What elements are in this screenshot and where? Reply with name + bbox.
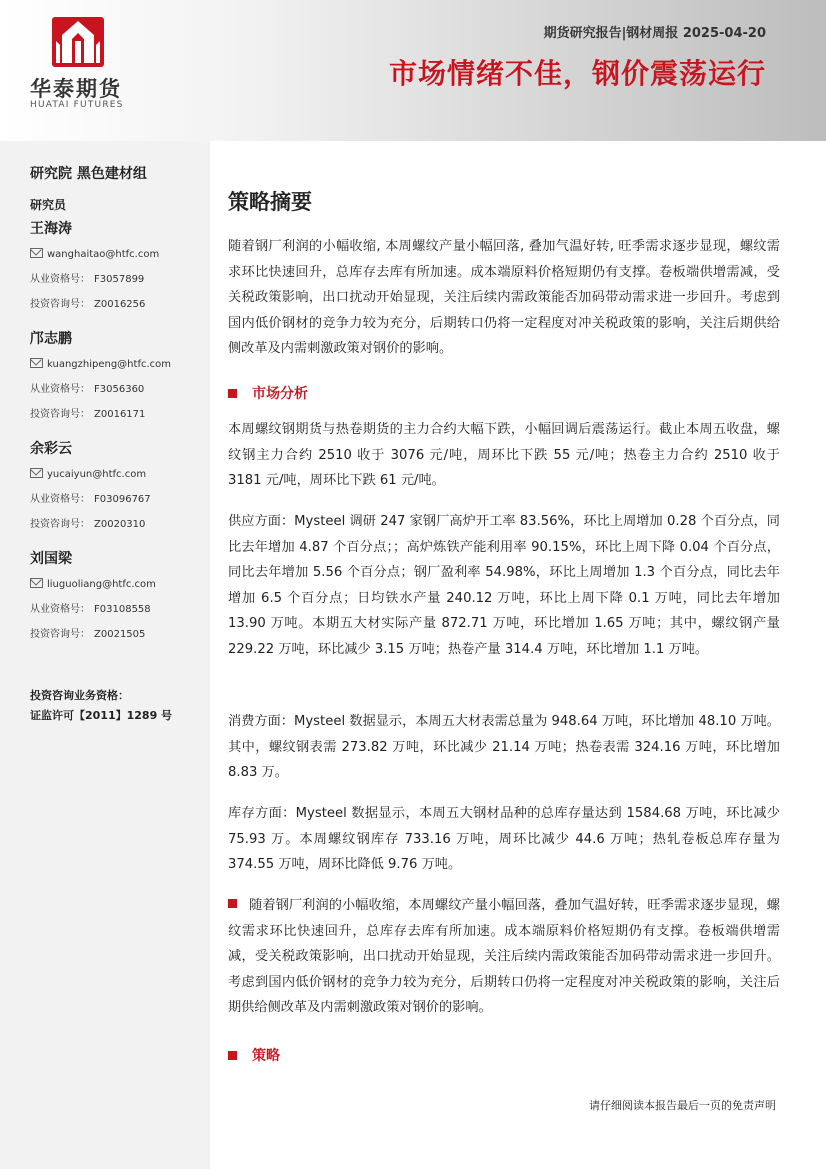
analyst-card xyxy=(30,328,205,431)
cert-number: F3057899 xyxy=(94,274,145,285)
cert-label: 从业资格号： xyxy=(30,604,90,615)
analyst-name: 余彩云 xyxy=(30,441,72,457)
cert-number: F3056360 xyxy=(94,384,145,395)
brand-name-cn: 华泰期货 xyxy=(30,77,122,101)
mail-icon xyxy=(30,248,43,258)
report-type-date: 期货研究报告|钢材周报 2025-04-20 xyxy=(543,26,766,41)
cert-label: 从业资格号： xyxy=(30,274,90,285)
researcher-label: 研究员 xyxy=(30,198,67,212)
cert-number: F03108558 xyxy=(94,604,151,615)
analyst-cert-row xyxy=(30,601,205,626)
huatai-logo-icon xyxy=(52,17,104,67)
bullet-square-icon xyxy=(228,1051,237,1060)
analyst-email-row xyxy=(30,246,205,271)
mail-icon xyxy=(30,578,43,588)
qualification-label: 投资咨询业务资格： xyxy=(30,689,129,702)
analyst-card xyxy=(30,218,205,321)
advisor-label: 投资咨询号： xyxy=(30,629,90,640)
analyst-cert-row xyxy=(30,491,205,516)
analyst-cert-row xyxy=(30,271,205,296)
analyst-email-row xyxy=(30,576,205,601)
market-analysis-heading xyxy=(228,383,308,403)
strategy-summary-title: 策略摘要 xyxy=(228,190,312,214)
analyst-advisor-row xyxy=(30,296,205,321)
analyst-name: 刘国梁 xyxy=(30,551,72,567)
report-header xyxy=(0,0,826,141)
strategy-heading xyxy=(228,1045,280,1065)
advisor-label: 投资咨询号： xyxy=(30,409,90,420)
brand-name-en: HUATAI FUTURES xyxy=(30,100,124,110)
disclaimer-note: 请仔细阅读本报告最后一页的免责声明 xyxy=(589,1099,776,1112)
advisor-number: Z0020310 xyxy=(94,519,146,530)
market-paragraph: 本周螺纹钢期货与热卷期货的主力合约大幅下跌，小幅回调后震荡运行。截止本周五收盘，螺纹钢主力合约 2510 收于 3076 元/吨，周环比下跌 55 元/吨；热卷主力合约 2510 收于 3181 元/吨，周环比下跌 61 元/吨。 xyxy=(228,422,780,488)
cert-number: F03096767 xyxy=(94,494,151,505)
advisor-number: Z0016256 xyxy=(94,299,146,310)
advisor-number: Z0016171 xyxy=(94,409,146,420)
outlook-paragraph xyxy=(228,893,780,1021)
analyst-advisor-row xyxy=(30,626,205,651)
report-title: 市场情绪不佳，钢价震荡运行 xyxy=(388,57,766,90)
consumption-paragraph: 消费方面：Mysteel 数据显示，本周五大材表需总量为 948.64 万吨，环比增加 48.10 万吨。其中，螺纹钢表需 273.82 万吨，环比减少 21.14 万吨；热卷表需 324.16 万吨，环比增加 8.83 万。 xyxy=(228,714,780,780)
analyst-name: 邝志鹏 xyxy=(30,331,72,347)
analyst-cert-row xyxy=(30,381,205,406)
advisor-label: 投资咨询号： xyxy=(30,519,90,530)
analyst-name: 王海涛 xyxy=(30,221,72,237)
cert-label: 从业资格号： xyxy=(30,384,90,395)
analyst-advisor-row xyxy=(30,406,205,431)
analyst-email[interactable]: liuguoliang@htfc.com xyxy=(47,579,156,590)
research-dept: 研究院 黑色建材组 xyxy=(30,166,147,182)
qualification-block xyxy=(30,686,172,726)
analyst-card xyxy=(30,548,205,651)
supply-paragraph: 供应方面：Mysteel 调研 247 家钢厂高炉开工率 83.56%，环比上周增加 0.28 个百分点，同比去年增加 4.87 个百分点；；高炉炼铁产能利用率 90.15%，环比上周下降 0.04 个百分点，同比去年增加 5.56 个百分点；钢厂盈利率 54.98%，环比上周增加 1.3 个百分点，同比去年增加 6.5 个百分点；日均铁水产量 240.12 万吨，环比上周下降 0.1 万吨，同比去年增加 13.90 万吨。本期五大材实际产量 872.71 万吨，环比增加 1.65 万吨；其中，螺纹钢产量 229.22 万吨，环比减少 3.15 万吨；热卷产量 314.4 万吨，环比增加 1.1 万吨。 xyxy=(228,514,780,657)
analyst-card xyxy=(30,438,205,541)
cert-label: 从业资格号： xyxy=(30,494,90,505)
mail-icon xyxy=(30,358,43,368)
advisor-label: 投资咨询号： xyxy=(30,299,90,310)
market-analysis-label: 市场分析 xyxy=(252,386,308,402)
bullet-square-icon xyxy=(228,389,237,398)
analyst-email[interactable]: yucaiyun@htfc.com xyxy=(47,469,147,480)
analyst-email-row xyxy=(30,466,205,491)
analyst-email-row xyxy=(30,356,205,381)
inventory-paragraph: 库存方面：Mysteel 数据显示，本周五大钢材品种的总库存量达到 1584.68 万吨，环比减少 75.93 万。本周螺纹钢库存 733.16 万吨，周环比减少 44.6 万吨；热轧卷板总库存量为 374.55 万吨，周环比降低 9.76 万吨。 xyxy=(228,806,780,872)
advisor-number: Z0021505 xyxy=(94,629,146,640)
sidebar xyxy=(0,141,210,1169)
analyst-advisor-row xyxy=(30,516,205,541)
outlook-text: 随着钢厂利润的小幅收缩，本周螺纹产量小幅回落，叠加气温好转，旺季需求逐步显现，螺纹需求环比快速回升，总库存去库有所加速。成本端原料价格短期仍有支撑。卷板端供增需减，受关税政策影响，出口扰动开始显现，关注后续内需政策能否加码带动需求进一步回升。考虑到国内低价钢材的竞争力较为充分，后期转口仍将一定程度对冲关税政策的影响，关注后期供给侧改革及内需刺激政策对钢价的影响。 xyxy=(228,898,780,1015)
qualification-license: 证监许可【2011】1289 号 xyxy=(30,709,173,722)
bullet-square-icon xyxy=(228,899,237,908)
analyst-email[interactable]: kuangzhipeng@htfc.com xyxy=(47,359,171,370)
analyst-email[interactable]: wanghaitao@htfc.com xyxy=(47,249,160,260)
strategy-label: 策略 xyxy=(252,1048,280,1064)
mail-icon xyxy=(30,468,43,478)
summary-paragraph: 随着钢厂利润的小幅收缩, 本周螺纹产量小幅回落, 叠加气温好转, 旺季需求逐步显现，螺纹需求环比快速回升，总库存去库有所加速。成本端原料价格短期仍有支撑。卷板端供增需减，受关税政策影响，出口扰动开始显现，关注后续内需政策能否加码带动需求进一步回升。考虑到国内低价钢材的竞争力较为充分，后期转口仍将一定程度对冲关税政策的影响，关注后期供给侧改革及内需刺激政策对钢价的影响。 xyxy=(228,239,780,356)
